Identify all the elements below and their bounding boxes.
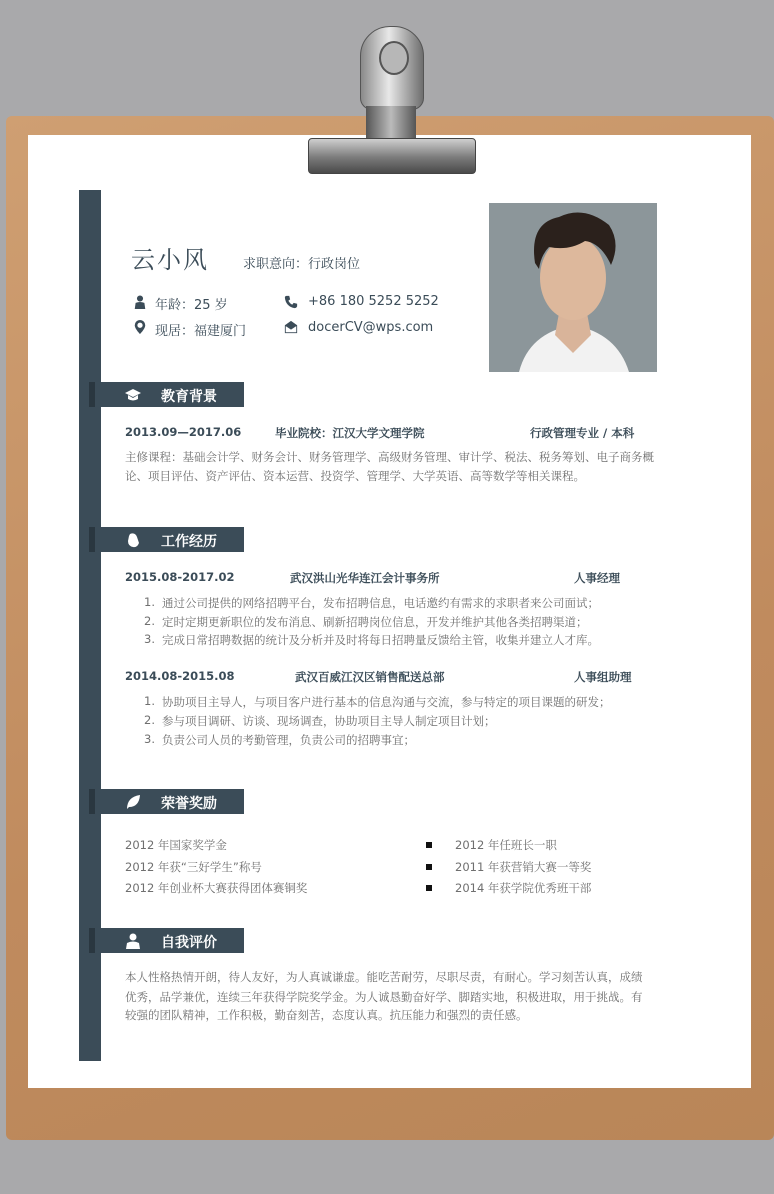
honors-title: 荣誉奖励 [161,796,217,812]
clip-ring [360,26,424,110]
edu-period: 2013.09—2017.06 [125,425,242,439]
item-number: 1. [144,694,155,708]
self-eval-header [89,928,244,953]
job1-item [144,614,588,630]
education-title: 教育背景 [161,389,217,405]
self-eval-line: 较强的团队精神，工作积极，勤奋刻苦，态度认真。抗压能力和强烈的责任感。 [125,1008,528,1022]
item-text: 通过公司提供的网络招聘平台，发布招聘信息，电话邀约有需求的求职者来公司面试； [162,596,599,610]
clip-base [308,138,476,174]
edu-courses-1: 主修课程：基础会计学、财务会计、财务管理学、高级财务管理、审计学、税法、税务筹划、电子商务概 [125,450,654,464]
item-text: 完成日常招聘数据的统计及分析并及时将每日招聘量反馈给主管，收集并建立人才库。 [162,633,599,647]
item-number: 2. [144,713,155,727]
edu-major: 行政管理专业 / 本科 [530,426,635,440]
graduation-cap-icon [125,387,141,403]
person-icon [133,295,147,309]
item-text: 负责公司人员的考勤管理，负责公司的招聘事宜； [162,733,415,747]
edu-school: 毕业院校：江汉大学文理学院 [275,426,425,440]
job2-company: 武汉百威江汉区销售配送总部 [295,670,445,684]
job2-item [144,694,611,710]
job2-role: 人事组助理 [574,670,632,684]
job1-role: 人事经理 [574,571,620,585]
header-tab [89,382,95,407]
item-number: 2. [144,614,155,628]
job2-item [144,713,496,729]
age-text: 年龄：25 岁 [155,298,228,313]
honor-item: 2012 年获“三好学生”称号 [125,860,262,874]
job2-item [144,732,415,748]
header-tab [89,789,95,814]
mouse-icon [125,532,141,548]
item-number: 3. [144,732,155,746]
portrait-illustration [489,203,657,372]
leaf-icon [125,794,141,810]
binder-clip [308,22,474,174]
email-icon [284,320,298,334]
job-intent: 求职意向：行政岗位 [243,257,361,272]
bullet [426,885,432,891]
header-tab [89,527,95,552]
work-header [89,527,244,552]
job1-item [144,632,599,648]
work-title: 工作经历 [161,534,217,550]
item-number: 3. [144,632,155,646]
job1-item [144,595,599,611]
job2-period: 2014.08-2015.08 [125,669,235,683]
profile-photo [489,203,657,372]
job1-company: 武汉洪山光华连江会计事务所 [290,571,440,585]
item-number: 1. [144,595,155,609]
honor-item: 2012 年创业杯大赛获得团体赛铜奖 [125,881,308,895]
honor-item: 2011 年获营销大赛一等奖 [455,860,592,874]
email-text: docerCV@wps.com [308,320,434,335]
self-eval-line: 本人性格热情开朗，待人友好，为人真诚谦虚。能吃苦耐劳，尽职尽责，有耐心。学习刻苦认真，成绩 [125,970,643,984]
honors-header [89,789,244,814]
honor-item: 2012 年国家奖学金 [125,838,227,852]
candidate-name: 云小风 [131,246,209,274]
edu-courses-2: 论、项目评估、资产评估、资本运营、投资学、管理学、大学英语、高等数学等相关课程。 [125,469,585,483]
location-pin-icon [133,320,147,334]
job1-period: 2015.08-2017.02 [125,570,235,584]
honor-item: 2014 年获学院优秀班干部 [455,881,592,895]
bullet [426,864,432,870]
bullet [426,842,432,848]
self-eval-line: 优秀，品学兼优，连续三年获得学院奖学金。为人诚恳勤奋好学、脚踏实地，积极进取，用于挑战。有 [125,990,643,1004]
honor-item: 2012 年任班长一职 [455,838,557,852]
item-text: 协助项目主导人，与项目客户进行基本的信息沟通与交流，参与特定的项目课题的研发； [162,695,611,709]
item-text: 参与项目调研、访谈、现场调查，协助项目主导人制定项目计划； [162,714,496,728]
location-text: 现居：福建厦门 [155,324,247,339]
phone-text: +86 180 5252 5252 [308,294,439,309]
phone-icon [284,295,298,309]
user-tie-icon [125,933,141,949]
item-text: 定时定期更新职位的发布消息、刷新招聘岗位信息，开发并维护其他各类招聘渠道； [162,615,588,629]
self-eval-title: 自我评价 [161,935,217,951]
education-header [89,382,244,407]
header-tab [89,928,95,953]
